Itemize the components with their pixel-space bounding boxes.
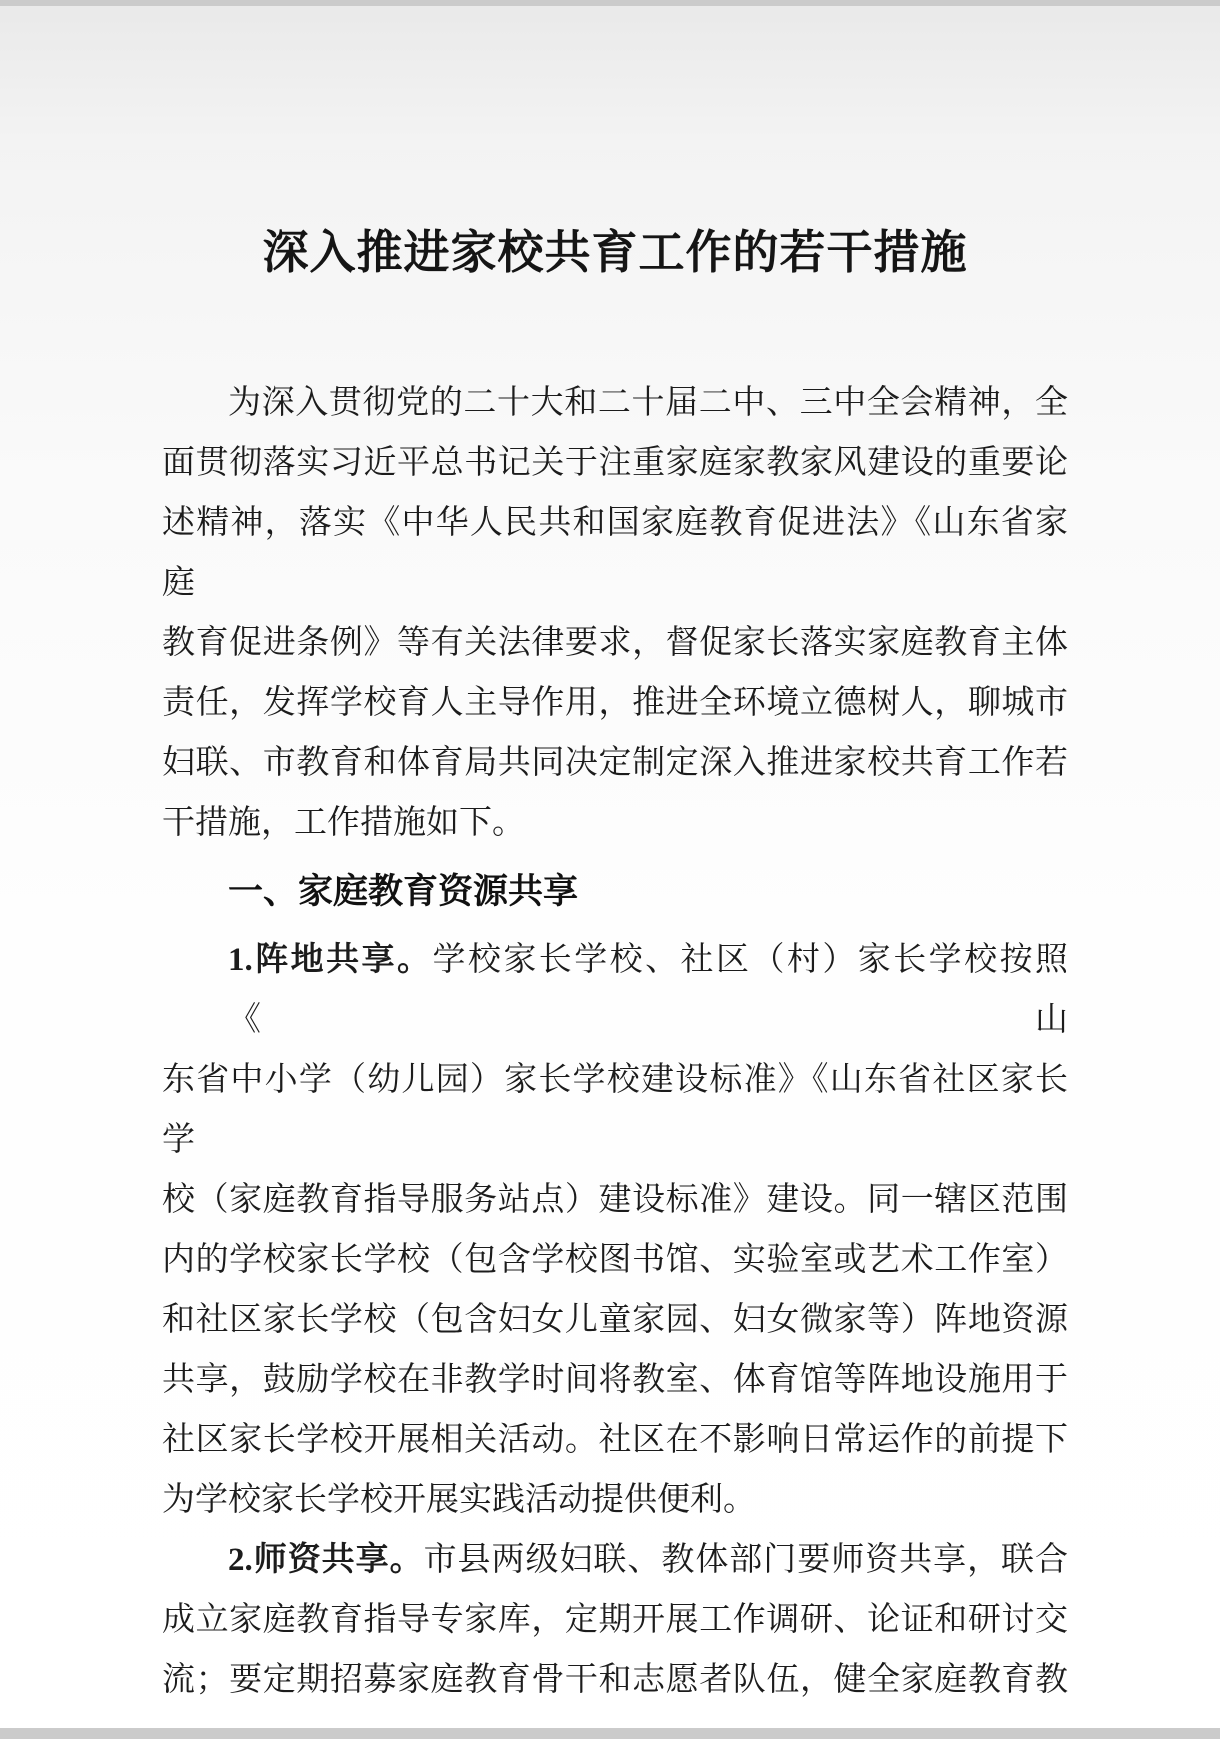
text-line: 1.阵地共享。学校家长学校、社区（村）家长学校按照《山 — [228, 942, 1069, 1038]
bold-lead: 1.阵地共享。 — [228, 942, 433, 978]
text-line: 妇联、市教育和体育局共同决定制定深入推进家校共育工作若 — [162, 745, 1068, 781]
text-line: 干措施，工作措施如下。 — [162, 805, 525, 841]
text-line: 流；要定期招募家庭教育骨干和志愿者队伍，健全家庭教育教 — [162, 1662, 1068, 1698]
text-line: 2.师资共享。市县两级妇联、教体部门要师资共享，联合 — [228, 1542, 1068, 1578]
document-content — [162, 0, 1068, 1739]
paragraph — [162, 930, 1068, 1530]
screen-bottom-edge — [0, 1728, 1220, 1739]
document-body — [162, 373, 1068, 1710]
text-line: 内的学校家长学校（包含学校图书馆、实验室或艺术工作室） — [162, 1242, 1068, 1278]
text-line: 校（家庭教育指导服务站点）建设标准》建设。同一辖区范围 — [162, 1182, 1068, 1218]
paragraph — [162, 1530, 1068, 1710]
text-line: 教育促进条例》等有关法律要求，督促家长落实家庭教育主体 — [162, 625, 1068, 661]
bold-lead: 2.师资共享。 — [228, 1542, 424, 1578]
text-line: 社区家长学校开展相关活动。社区在不影响日常运作的前提下 — [162, 1422, 1068, 1458]
document-title: 深入推进家校共育工作的若干措施 — [262, 227, 968, 278]
text-line: 面贯彻落实习近平总书记关于注重家庭家教家风建设的重要论 — [162, 445, 1068, 481]
text-line: 为学校家长学校开展实践活动提供便利。 — [162, 1482, 756, 1518]
text-line: 为深入贯彻党的二十大和二十届二中、三中全会精神，全 — [228, 385, 1068, 421]
text-line: 和社区家长学校（包含妇女儿童家园、妇女微家等）阵地资源 — [162, 1302, 1068, 1338]
section-heading: 一、家庭教育资源共享 — [228, 872, 579, 911]
text-line: 责任，发挥学校育人主导作用，推进全环境立德树人，聊城市 — [162, 685, 1068, 721]
text-line: 成立家庭教育指导专家库，定期开展工作调研、论证和研讨交 — [162, 1602, 1068, 1638]
text-line: 共享，鼓励学校在非教学时间将教室、体育馆等阵地设施用于 — [162, 1362, 1068, 1398]
text-line: 述精神，落实《中华人民共和国家庭教育促进法》《山东省家庭 — [162, 505, 1068, 601]
text-line: 东省中小学（幼儿园）家长学校建设标准》《山东省社区家长学 — [162, 1062, 1068, 1158]
paragraph — [162, 373, 1068, 853]
